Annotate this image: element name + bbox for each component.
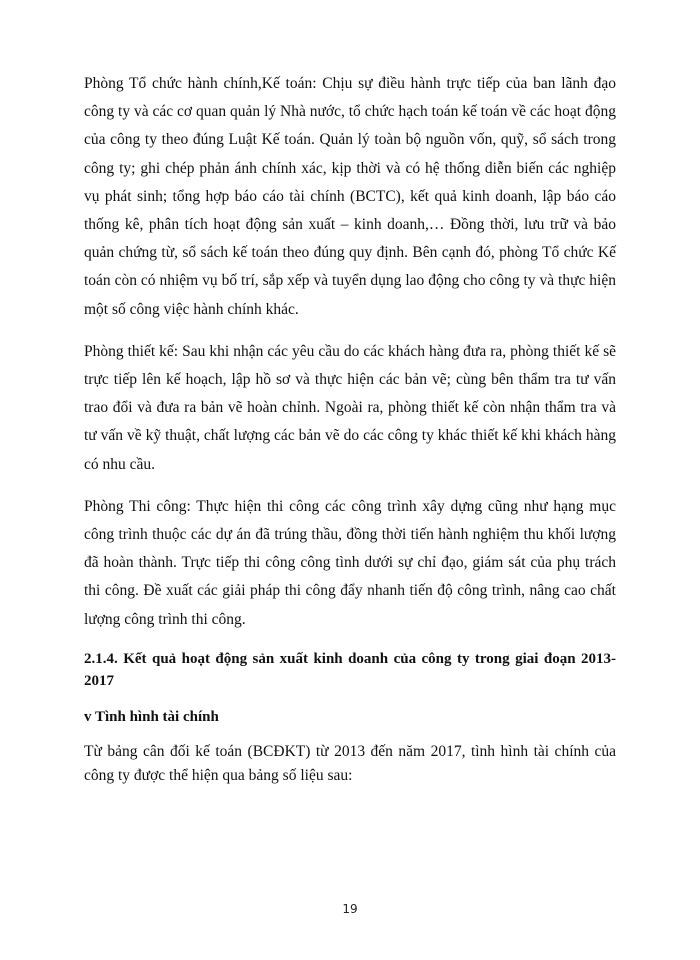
section-heading: 2.1.4. Kết quả hoạt động sản xuất kinh doanh của công ty trong giai đoạn 2013-2017 [84, 650, 616, 689]
paragraph-financial-intro: Từ bảng cân đối kế toán (BCĐKT) từ 2013 đến năm 2017, tình hình tài chính của công ty được thể hiện qua bảng số liệu sau: [84, 742, 616, 784]
paragraph-design-department: Phòng thiết kế: Sau khi nhận các yêu cầu do các khách hàng đưa ra, phòng thiết kế sẽ trực tiếp lên kế hoạch, lập hồ sơ và thực hiện các bản vẽ; cùng bên thẩm tra tư vấn trao đổi và đưa ra bản vẽ hoàn chỉnh. Ngoài ra, phòng thiết kế còn nhận thẩm tra và tư vấn về kỹ thuật, chất lượng các bản vẽ do các công ty khác thiết kế khi khách hàng có nhu cầu. [84, 342, 616, 473]
subheading-financial-situation: v Tình hình tài chính [84, 708, 219, 725]
paragraph-construction-department: Phòng Thi công: Thực hiện thi công các công trình xây dựng cũng như hạng mục công trình thuộc các dự án đã trúng thầu, đồng thời tiến hành nghiệm thu khối lượng đã hoàn thành. Trực tiếp thi công công tình dưới sự chỉ đạo, giám sát của phụ trách thi công. Đề xuất các giải pháp thi công đẩy nhanh tiến độ công trình, nâng cao chất lượng công trình thi công. [84, 497, 616, 628]
paragraph-administration-accounting: Phòng Tổ chức hành chính,Kế toán: Chịu sự điều hành trực tiếp của ban lãnh đạo công ty và các cơ quan quản lý Nhà nước, tổ chức hạch toán kế toán về các hoạt động của công ty theo đúng Luật Kế toán. Quản lý toàn bộ nguồn vốn, quỹ, sổ sách trong công ty; ghi chép phản ánh chính xác, kịp thời và có hệ thống diễn biến các nghiệp vụ phát sinh; tổng hợp báo cáo tài chính (BCTC), kết quả kinh doanh, lập báo cáo thống kê, phân tích hoạt động sản xuất – kinh doanh,… Đồng thời, lưu trữ và bảo quản chứng từ, sổ sách kế toán theo đúng quy định. Bên cạnh đó, phòng Tổ chức Kế toán còn có nhiệm vụ bố trí, sắp xếp và tuyển dụng lao động cho công ty và thực hiện một số công việc hành chính khác. [84, 75, 616, 318]
document-page [84, 70, 616, 802]
page-number: 19 [342, 902, 358, 916]
